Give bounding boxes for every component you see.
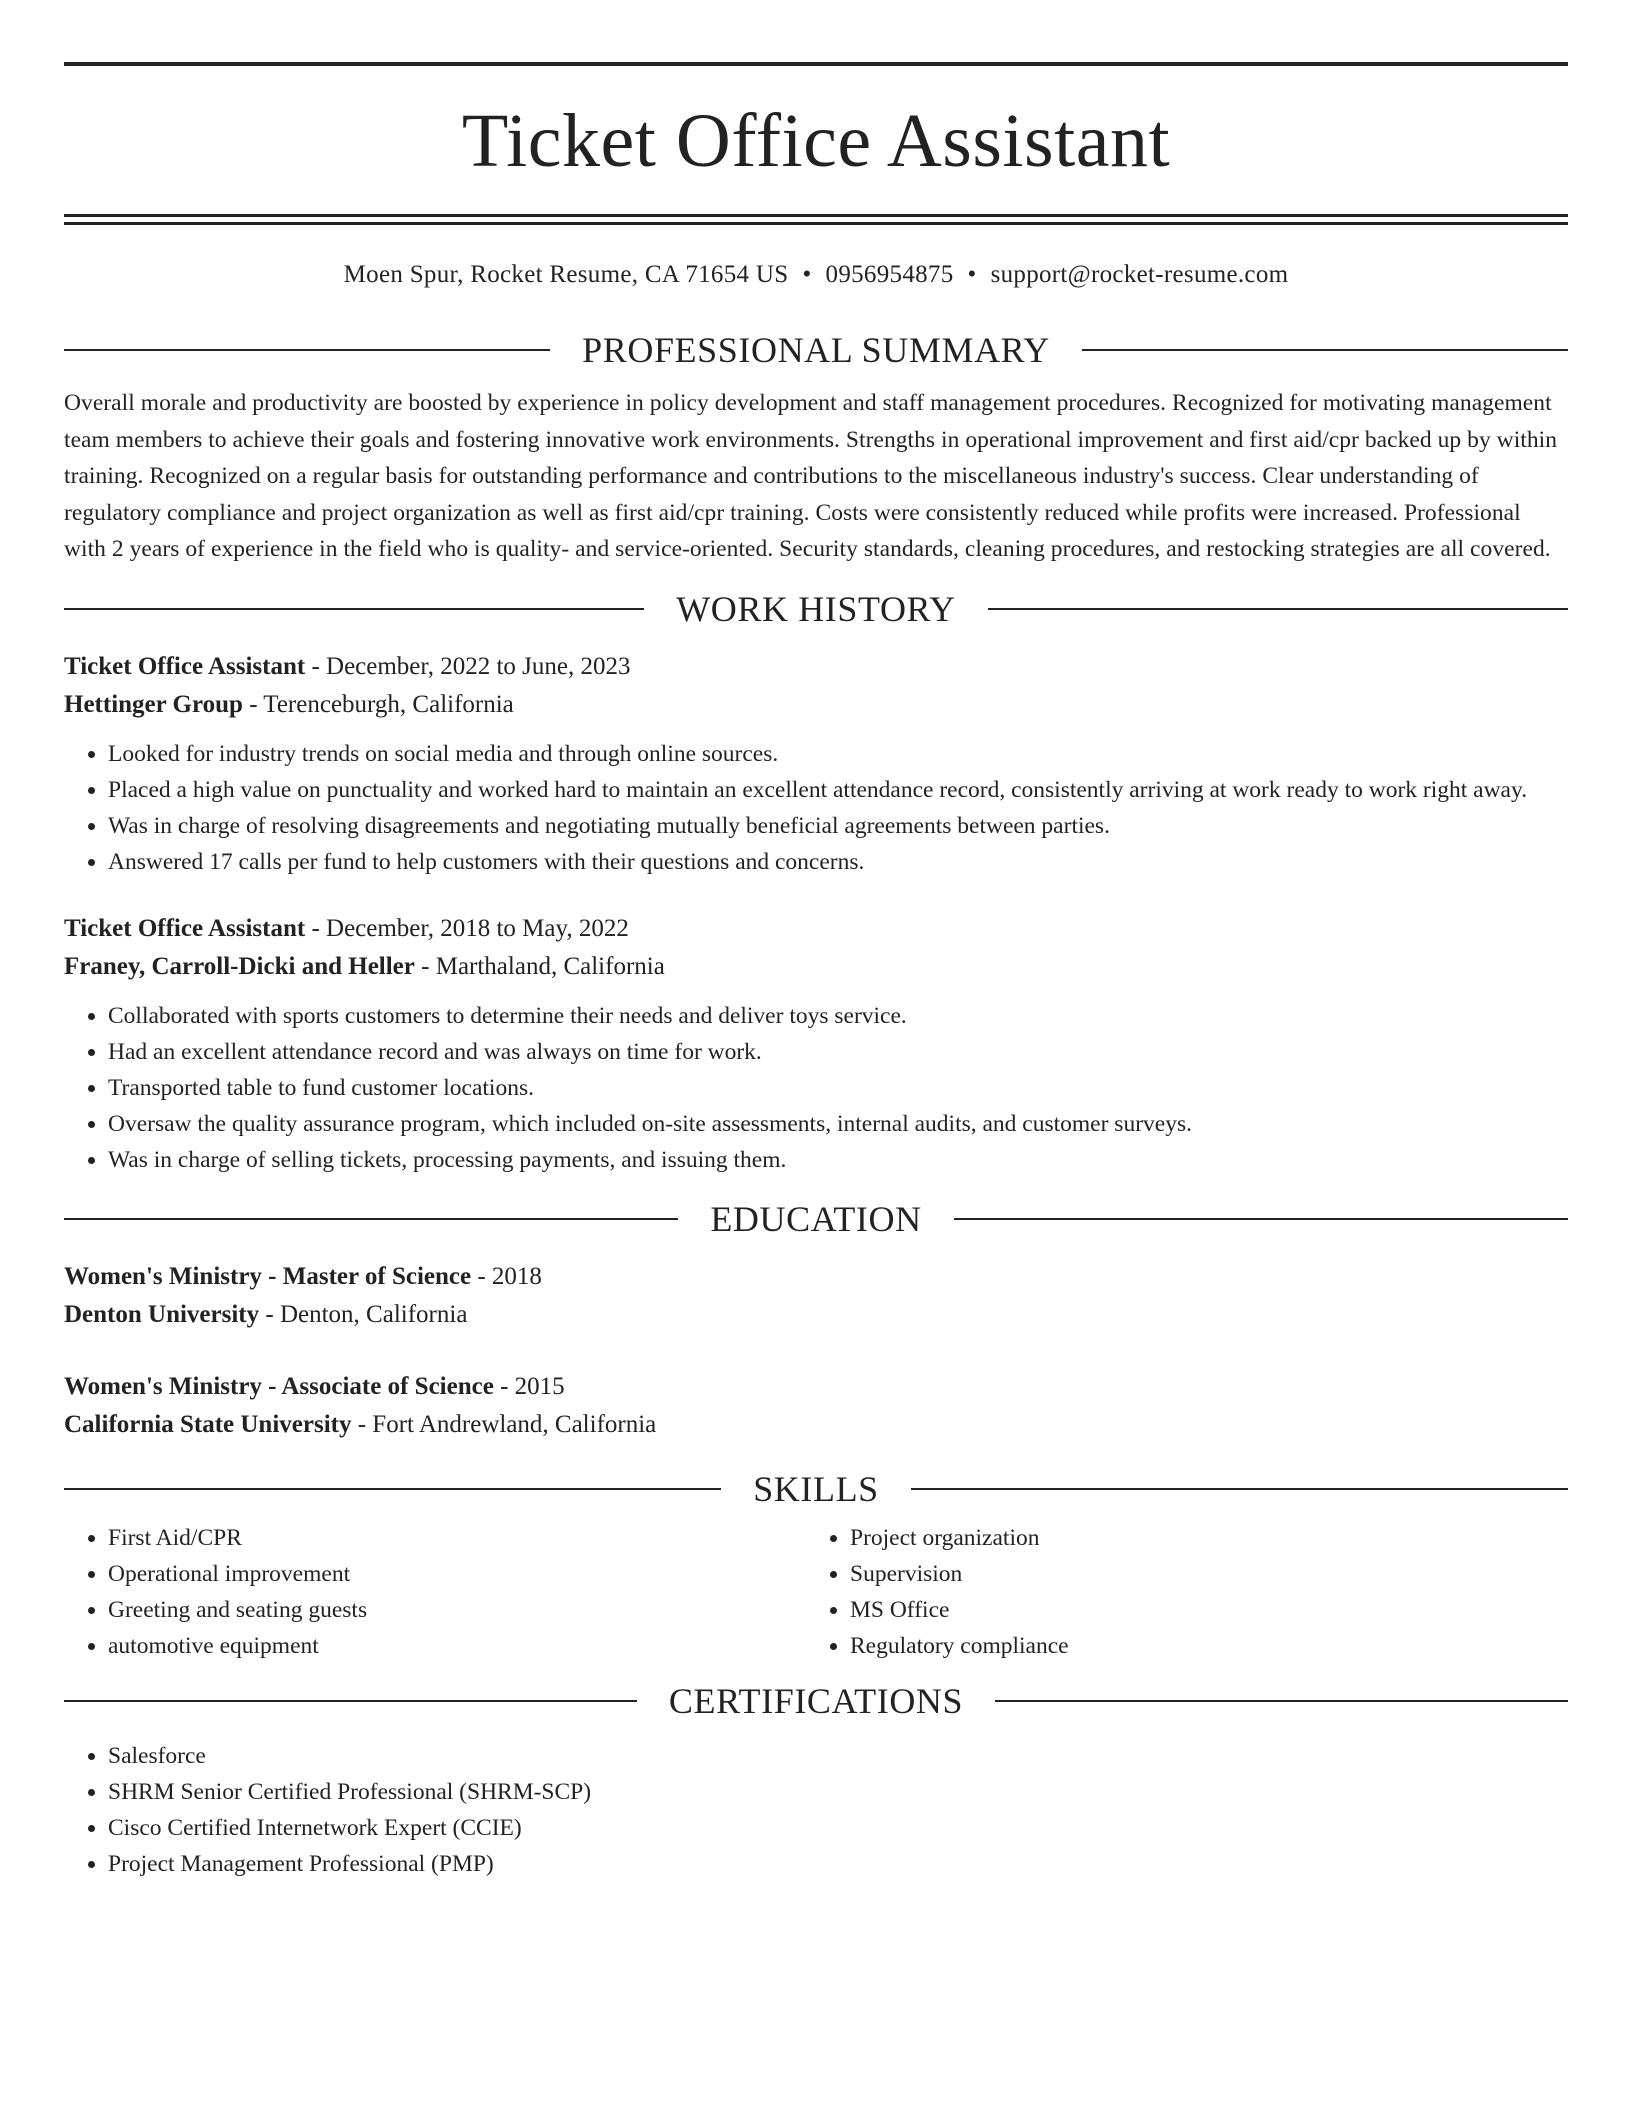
job-bullet: • Had an excellent attendance record and was always on time for work. [108,1034,1568,1070]
skill-item: • Greeting and seating guests [108,1592,806,1628]
skill-item: • Project organization [850,1520,1548,1556]
section-title: WORK HISTORY [676,588,956,629]
skill-item: • Regulatory compliance [850,1628,1548,1664]
contact-line [64,259,1568,291]
job-bullet: • Answered 17 calls per fund to help customers with their questions and concerns. [108,844,1568,880]
heading-rule [995,1700,1568,1702]
job-location: - Marthaland, California [414,952,665,980]
job-company-line [64,948,1568,986]
education-entry [64,1258,1568,1334]
contact-address: Moen Spur, Rocket Resume, CA 71654 US [343,261,789,288]
heading-rule [988,608,1568,610]
job-title-line [64,910,1568,948]
heading-rule [64,1488,721,1490]
education-degree: Women's Ministry - Master of Science [64,1262,472,1290]
section-heading-education [64,1196,1568,1242]
job-title-line [64,648,1568,686]
skill-item: • MS Office [850,1592,1548,1628]
certification-item: • SHRM Senior Certified Professional (SHRM-SCP) [108,1774,1568,1810]
job-bullet: • Placed a high value on punctuality and worked hard to maintain an excellent attendance record, consistently arriving at work ready to work right away. [108,772,1568,808]
skills-column-right [806,1520,1548,1664]
certification-item: • Salesforce [108,1738,1568,1774]
certification-item: • Project Management Professional (PMP) [108,1846,1568,1882]
heading-rule [64,349,550,351]
contact-separator: • [802,261,812,288]
education-location: - Denton, California [259,1300,468,1328]
heading-rule [954,1218,1568,1220]
skills-column-left [64,1520,806,1664]
certifications-list [64,1738,1568,1882]
section-heading-skills [64,1466,1568,1512]
heading-rule [64,1218,678,1220]
education-school: Denton University [64,1300,260,1328]
contact-phone: 0956954875 [825,261,954,288]
section-heading-summary [64,327,1568,373]
job-bullets [64,998,1568,1178]
heading-rule [64,608,644,610]
skill-item: • First Aid/CPR [108,1520,806,1556]
heading-rule [64,1700,637,1702]
education-degree-line [64,1368,1568,1406]
job-title: Ticket Office Assistant [64,652,306,680]
job-bullet: • Collaborated with sports customers to determine their needs and deliver toys service. [108,998,1568,1034]
education-school-line [64,1296,1568,1334]
job-bullet: • Transported table to fund customer locations. [108,1070,1568,1106]
education-entry [64,1368,1568,1444]
contact-separator: • [967,261,977,288]
summary-text: Overall morale and productivity are boosted by experience in policy development and staff management procedures. Recognized for motivating management team members to achieve their goals and fostering innovative work environments. Strengths in operational improvement and first aid/cpr backed up by within training. Recognized on a regular basis for outstanding performance and contributions to the miscellaneous industry's success. Clear understanding of regulatory compliance and project organization as well as first aid/cpr training. Costs were consistently reduced while profits were increased. Professional with 2 years of experience in the field who is quality- and service-oriented. Security standards, cleaning procedures, and restocking strategies are all covered. [64,390,1558,562]
job-company: Hettinger Group [64,690,243,718]
job-dates: - December, 2022 to June, 2023 [305,652,631,680]
heading-rule [1082,349,1568,351]
job-bullet: • Was in charge of selling tickets, processing payments, and issuing them. [108,1142,1568,1178]
skill-item: • Operational improvement [108,1556,806,1592]
certification-item: • Cisco Certified Internetwork Expert (CCIE) [108,1810,1568,1846]
section-heading-certifications [64,1678,1568,1724]
resume-title: Ticket Office Assistant [461,99,1171,183]
job-bullets [64,736,1568,880]
heading-rule [911,1488,1568,1490]
job-location: - Terenceburgh, California [242,690,514,718]
education-location: - Fort Andrewland, California [351,1410,657,1438]
section-title: CERTIFICATIONS [668,1680,964,1721]
education-degree: Women's Ministry - Associate of Science [64,1372,494,1400]
top-rule [64,62,1568,66]
job-entry [64,648,1568,880]
job-title: Ticket Office Assistant [64,914,306,942]
education-school-line [64,1406,1568,1444]
skill-item: • Supervision [850,1556,1548,1592]
section-title: SKILLS [753,1468,879,1509]
contact-email: support@rocket-resume.com [990,261,1289,288]
skill-item: • automotive equipment [108,1628,806,1664]
section-heading-work-history [64,586,1568,632]
education-year: - 2018 [471,1262,542,1290]
section-title: PROFESSIONAL SUMMARY [582,330,1050,370]
education-year: - 2015 [493,1372,565,1400]
section-title: EDUCATION [710,1198,922,1239]
education-school: California State University [64,1410,352,1438]
skills-list [64,1520,1568,1664]
resume-page [64,0,1568,1882]
job-entry [64,910,1568,1178]
job-dates: - December, 2018 to May, 2022 [305,914,629,942]
job-company: Franey, Carroll-Dicki and Heller [64,952,415,980]
job-bullet: • Looked for industry trends on social media and through online sources. [108,736,1568,772]
job-bullet: • Was in charge of resolving disagreements and negotiating mutually beneficial agreements between parties. [108,808,1568,844]
job-company-line [64,686,1568,724]
education-degree-line [64,1258,1568,1296]
title-double-rule [64,214,1568,225]
job-bullet: • Oversaw the quality assurance program, which included on-site assessments, internal audits, and customer surveys. [108,1106,1568,1142]
